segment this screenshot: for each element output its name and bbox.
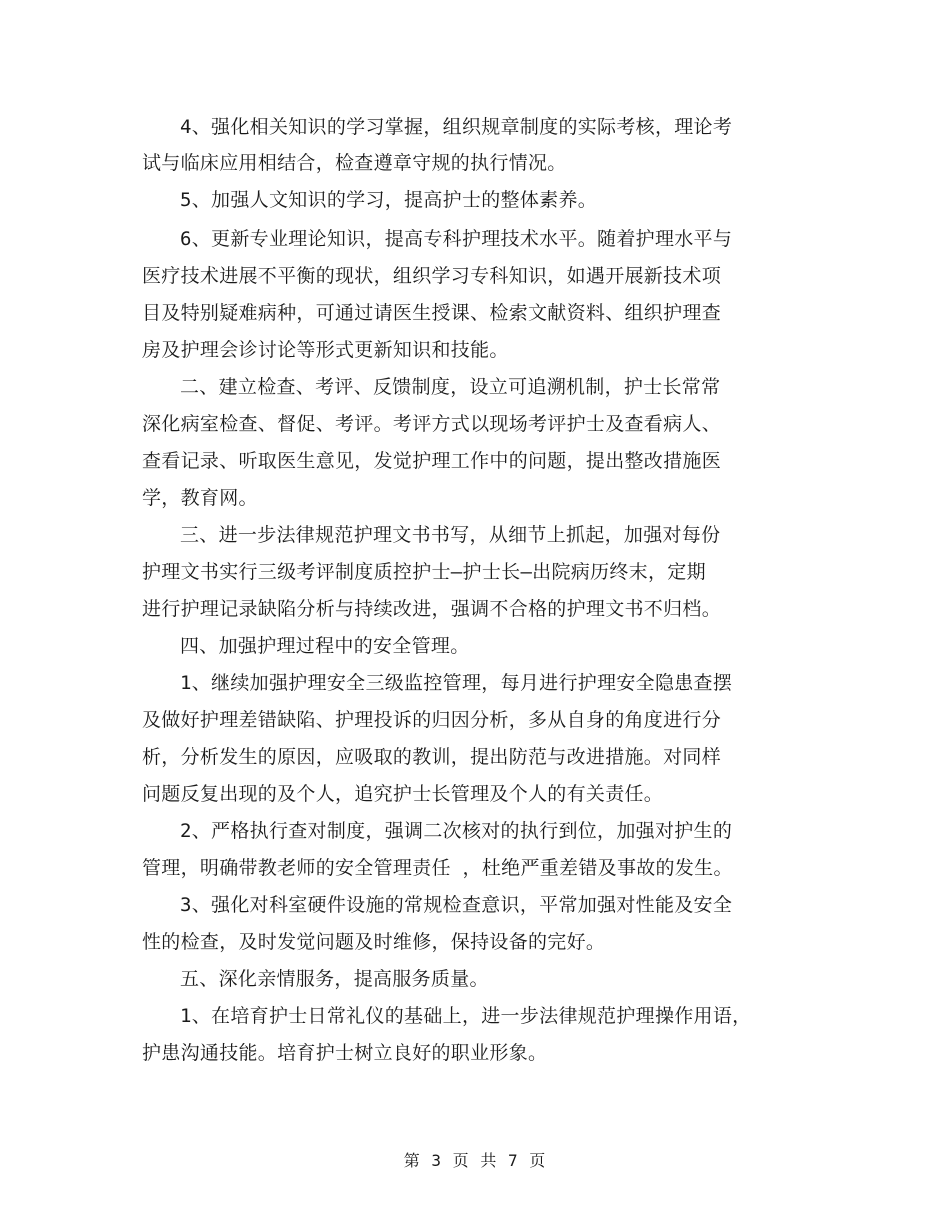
text-line: 问题反复出现的及个人，追究护士长管理及个人的有关责任。 [142, 783, 664, 805]
text-line: 析，分析发生的原因，应吸取的教训，提出防范与改进措施。对同样 [142, 746, 722, 768]
text-line: 四、加强护理过程中的安全管理。 [180, 635, 470, 657]
text-line: 6、更新专业理论知识，提高专科护理技术水平。随着护理水平与 [180, 228, 733, 250]
text-line: 2、严格执行查对制度，强调二次核对的执行到位，加强对护生的 [180, 820, 733, 842]
text-line: 三、进一步法律规范护理文书书写，从细节上抓起，加强对每份 [180, 524, 721, 546]
text-line: 及做好护理差错缺陷、护理投诉的归因分析，多从自身的角度进行分 [142, 709, 722, 731]
text-line: 医疗技术进展不平衡的现状，组织学习专科知识，如遇开展新技术项 [142, 265, 722, 287]
text-line: 护患沟通技能。培育护士树立良好的职业形象。 [142, 1042, 548, 1064]
text-line: 护理文书实行三级考评制度质控护士—护士长—出院病历终末，定期 [142, 561, 706, 583]
text-line: 深化病室检查、督促、考评。考评方式以现场考评护士及查看病人、 [142, 413, 722, 435]
text-line: 3、强化对科室硬件设施的常规检查意识，平常加强对性能及安全 [180, 894, 733, 916]
text-line: 查看记录、听取医生意见，发觉护理工作中的问题，提出整改措施医 [142, 450, 722, 472]
text-line: 1、继续加强护理安全三级监控管理，每月进行护理安全隐患查摆 [180, 672, 733, 694]
text-line: 学，教育网。 [142, 487, 258, 509]
page-number-footer: 第 3 页 共 7 页 [403, 1151, 547, 1170]
text-line: 试与临床应用相结合，检查遵章守规的执行情况。 [142, 152, 567, 174]
text-line: 房及护理会诊讨论等形式更新知识和技能。 [142, 339, 509, 361]
text-line: 目及特别疑难病种，可通过请医生授课、检索文献资料、组织护理查 [142, 302, 722, 324]
text-line: 性的检查，及时发觉问题及时维修，保持设备的完好。 [142, 931, 606, 953]
text-line: 管理，明确带教老师的安全管理责任 ，杜绝严重差错及事故的发生。 [142, 857, 733, 879]
text-line: 1、在培育护士日常礼仪的基础上，进一步法律规范护理操作用语， [180, 1005, 752, 1027]
text-line: 5、加强人文知识的学习，提高护士的整体素养。 [180, 189, 598, 211]
text-line: 4、强化相关知识的学习掌握，组织规章制度的实际考核，理论考 [180, 116, 733, 138]
text-line: 二、建立检查、考评、反馈制度，设立可追溯机制，护士长常常 [180, 376, 721, 398]
text-line: 五、深化亲情服务，提高服务质量。 [180, 968, 489, 990]
text-line: 进行护理记录缺陷分析与持续改进，强调不合格的护理文书不归档。 [142, 598, 722, 620]
